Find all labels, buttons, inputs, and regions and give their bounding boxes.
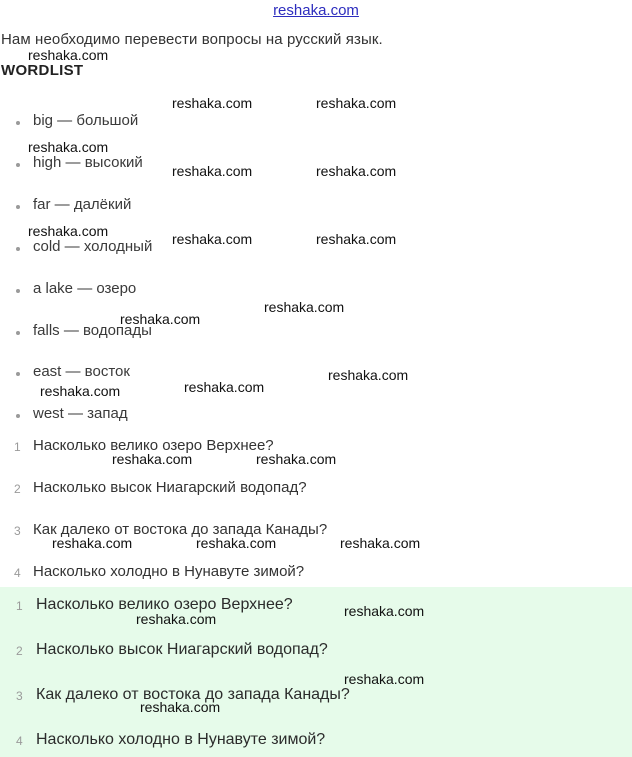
watermark-text: reshaka.com <box>264 299 345 315</box>
wordlist-item: far — далёкий <box>33 196 132 213</box>
answer-number: 1 <box>16 599 23 613</box>
question-number: 4 <box>14 566 21 580</box>
watermark-text: reshaka.com <box>340 535 421 551</box>
watermark-text: reshaka.com <box>40 383 121 399</box>
watermark-text: reshaka.com <box>172 163 253 179</box>
question-text: Насколько велико озеро Верхнее? <box>33 437 274 454</box>
bullet-icon <box>16 414 20 418</box>
bullet-icon <box>16 372 20 376</box>
question-number: 3 <box>14 524 21 538</box>
watermark-text: reshaka.com <box>196 535 277 551</box>
watermark-text: reshaka.com <box>52 535 133 551</box>
question-number: 2 <box>14 482 21 496</box>
answer-text: Насколько высок Ниагарский водопад? <box>36 641 328 658</box>
question-text: Насколько высок Ниагарский водопад? <box>33 479 307 496</box>
wordlist-item: a lake — озеро <box>33 280 137 297</box>
bullet-icon <box>16 121 20 125</box>
question-text: Как далеко от востока до запада Канады? <box>33 521 328 538</box>
site-header-link[interactable]: reshaka.com <box>273 2 359 19</box>
watermark-text: reshaka.com <box>316 163 397 179</box>
watermark-text: reshaka.com <box>112 451 193 467</box>
bullet-icon <box>16 331 20 335</box>
answer-text: Насколько велико озеро Верхнее? <box>36 596 293 613</box>
wordlist-item: cold — холодный <box>33 238 153 255</box>
bullet-icon <box>16 247 20 251</box>
wordlist-item: west — запад <box>33 405 128 422</box>
wordlist-item: falls — водопады <box>33 322 152 339</box>
wordlist-item: east — восток <box>33 363 130 380</box>
bullet-icon <box>16 163 20 167</box>
watermark-text: reshaka.com <box>120 311 201 327</box>
watermark-text: reshaka.com <box>140 699 221 715</box>
wordlist-item: high — высокий <box>33 154 143 171</box>
instruction-text: Нам необходимо перевести вопросы на русский язык. <box>1 31 383 48</box>
wordlist-item: big — большой <box>33 112 139 129</box>
answer-text: Как далеко от востока до запада Канады? <box>36 686 350 703</box>
question-text: Насколько холодно в Нунавуте зимой? <box>33 563 305 580</box>
bullet-icon <box>16 205 20 209</box>
watermark-text: reshaka.com <box>328 367 409 383</box>
watermark-text: reshaka.com <box>184 379 265 395</box>
question-number: 1 <box>14 440 21 454</box>
watermark-text: reshaka.com <box>256 451 337 467</box>
answer-number: 3 <box>16 689 23 703</box>
watermark-text: reshaka.com <box>344 671 425 687</box>
watermark-text: reshaka.com <box>344 603 425 619</box>
watermark-text: reshaka.com <box>316 231 397 247</box>
answer-number: 4 <box>16 734 23 748</box>
watermark-text: reshaka.com <box>316 95 397 111</box>
watermark-text: reshaka.com <box>28 223 109 239</box>
answer-block <box>0 587 632 757</box>
watermark-text: reshaka.com <box>28 139 109 155</box>
watermark-text: reshaka.com <box>28 47 109 63</box>
answer-number: 2 <box>16 644 23 658</box>
watermark-text: reshaka.com <box>172 95 253 111</box>
bullet-icon <box>16 289 20 293</box>
watermark-text: reshaka.com <box>136 611 217 627</box>
answer-text: Насколько холодно в Нунавуте зимой? <box>36 731 326 748</box>
watermark-text: reshaka.com <box>172 231 253 247</box>
wordlist-heading: WORDLIST <box>1 62 84 79</box>
